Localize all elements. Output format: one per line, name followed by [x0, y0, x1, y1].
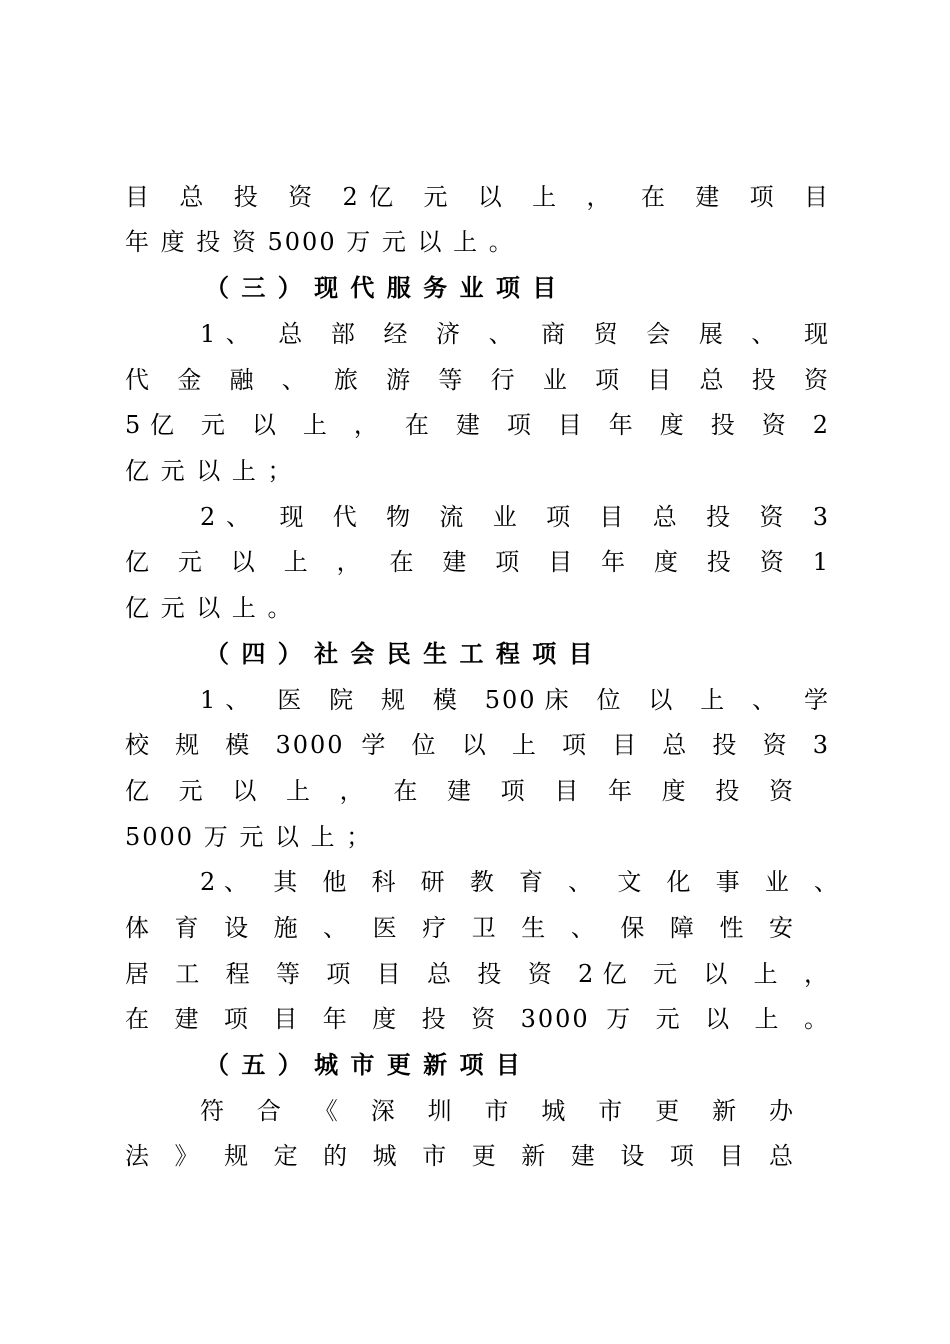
paragraph-line: 目 总 投 资 2亿 元 以 上 ， 在 建 项 目: [125, 183, 830, 211]
paragraph-line: 年 度 投 资 5000 万 元 以 上 。: [125, 228, 515, 256]
section-heading-urban-renewal: （ 五 ） 城 市 更 新 项 目: [205, 1050, 522, 1079]
paragraph-line: 校 规 模 3000 学 位 以 上 项 目 总 投 资 3: [125, 731, 830, 759]
paragraph-line: 2、 现 代 物 流 业 项 目 总 投 资 3: [200, 503, 830, 531]
paragraph-line: 符 合 《 深 圳 市 城 市 更 新 办: [200, 1097, 795, 1125]
section-heading-services: （ 三 ） 现 代 服 务 业 项 目: [205, 273, 559, 302]
paragraph-line: 法 》 规 定 的 城 市 更 新 建 设 项 目 总: [125, 1142, 795, 1170]
paragraph-line: 体 育 设 施 、 医 疗 卫 生 、 保 障 性 安: [125, 914, 795, 942]
section-heading-livelihood: （ 四 ） 社 会 民 生 工 程 项 目: [205, 639, 595, 668]
paragraph-line: 亿 元 以 上 ， 在 建 项 目 年 度 投 资: [125, 777, 795, 805]
paragraph-line: 1、 总 部 经 济 、 商 贸 会 展 、 现: [200, 320, 830, 348]
paragraph-line: 代 金 融 、 旅 游 等 行 业 项 目 总 投 资: [125, 366, 830, 394]
paragraph-line: 2、 其 他 科 研 教 育 、 文 化 事 业 、: [200, 868, 840, 896]
paragraph-line: 1、 医 院 规 模 500床 位 以 上 、 学: [200, 686, 830, 714]
paragraph-line: 5亿 元 以 上 ， 在 建 项 目 年 度 投 资 2: [125, 411, 830, 439]
paragraph-line: 居 工 程 等 项 目 总 投 资 2亿 元 以 上 ，: [125, 960, 830, 988]
paragraph-line: 在 建 项 目 年 度 投 资 3000 万 元 以 上 。: [125, 1005, 830, 1033]
paragraph-line: 5000 万 元 以 上 ；: [125, 823, 373, 851]
paragraph-line: 亿 元 以 上 。: [125, 594, 294, 622]
paragraph-line: 亿 元 以 上 ；: [125, 457, 294, 485]
paragraph-line: 亿 元 以 上 ， 在 建 项 目 年 度 投 资 1: [125, 548, 830, 576]
